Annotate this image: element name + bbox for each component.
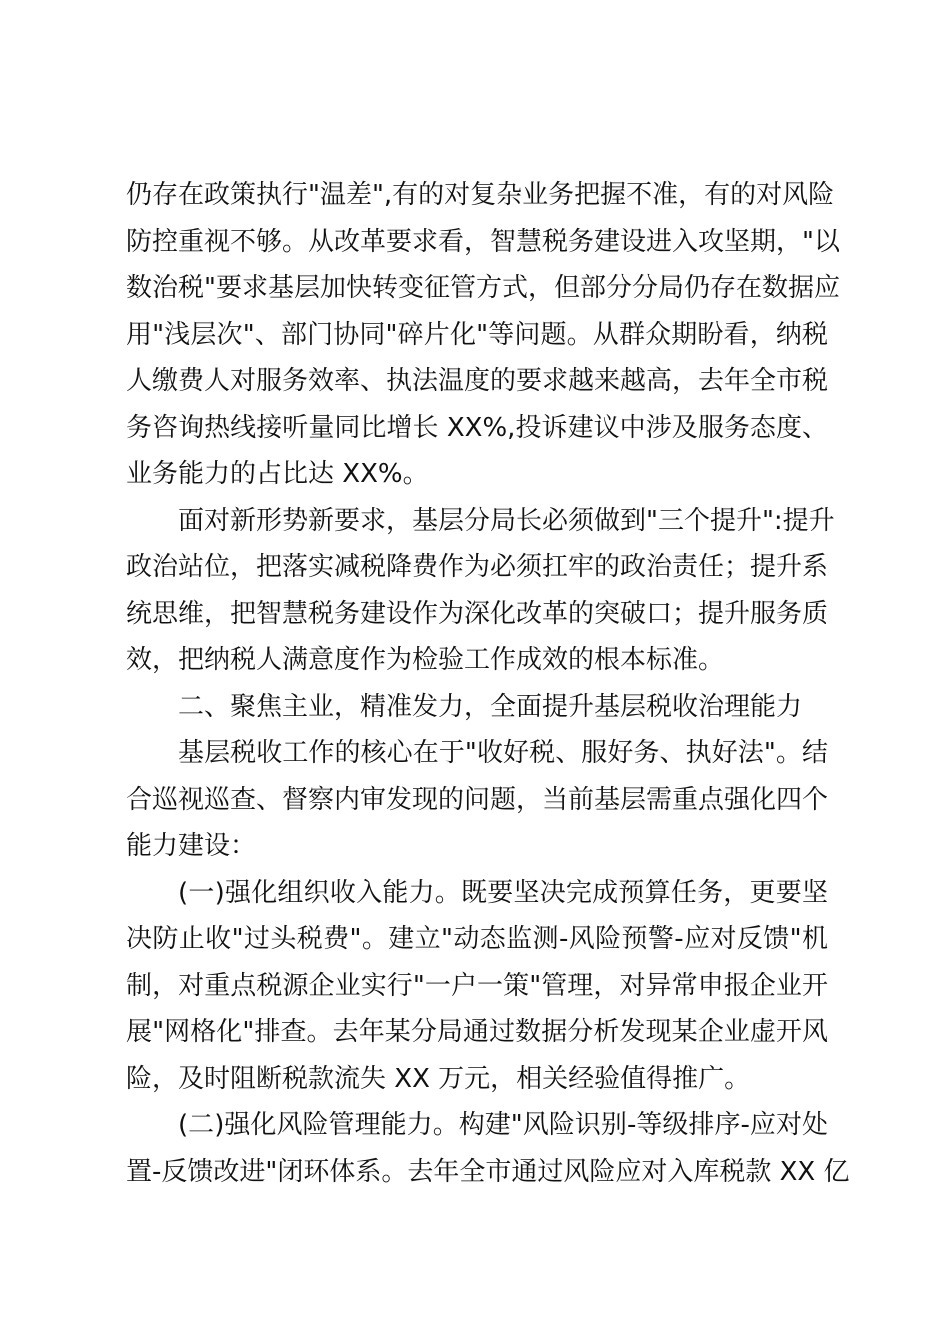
body-text [126, 172, 850, 1195]
text-line: 防控重视不够。从改革要求看，智慧税务建设进入攻坚期，"以 [126, 226, 840, 257]
text-line: 仍存在政策执行"温差",有的对复杂业务把握不准，有的对风险 [126, 180, 835, 210]
text-line: 业务能力的占比达 XX%。 [126, 459, 429, 489]
text-line: 制，对重点税源企业实行"一户一策"管理，对异常申报企业开 [126, 970, 828, 1001]
section-heading: 二、聚焦主业，精准发力，全面提升基层税收治理能力 [178, 691, 803, 722]
text-line: 决防止收"过头税费"。建立"动态监测-风险预警-应对反馈"机 [126, 924, 828, 954]
text-line: 数治税"要求基层加快转变征管方式，但部分分局仍存在数据应 [126, 273, 840, 303]
text-line: 能力建设： [126, 831, 257, 861]
text-line: 效，把纳税人满意度作为检验工作成效的根本标准。 [126, 645, 725, 675]
text-line: 务咨询热线接听量同比增长 XX%,投诉建议中涉及服务态度、 [126, 412, 828, 443]
text-line: 统思维，把智慧税务建设作为深化改革的突破口；提升服务质 [126, 598, 829, 629]
text-line: 展"网格化"排查。去年某分局通过数据分析发现某企业虚开风 [126, 1017, 828, 1047]
text-line: 置-反馈改进"闭环体系。去年全市通过风险应对入库税款 XX 亿 [126, 1156, 850, 1187]
paragraph-first-line: 基层税收工作的核心在于"收好税、服好务、执好法"。结 [178, 738, 828, 768]
text-line: 险，及时阻断税款流失 XX 万元，相关经验值得推广。 [126, 1063, 751, 1094]
paragraph-first-line: (二)强化风险管理能力。构建"风险识别-等级排序-应对处 [178, 1110, 828, 1140]
paragraph-first-line: (一)强化组织收入能力。既要坚决完成预算任务，更要坚 [178, 877, 828, 908]
text-line: 用"浅层次"、部门协同"碎片化"等问题。从群众期盼看，纳税 [126, 319, 828, 350]
text-line: 政治站位，把落实减税降费作为必须扛牢的政治责任；提升系 [126, 552, 829, 582]
paragraph-first-line: 面对新形势新要求，基层分局长必须做到"三个提升":提升 [178, 505, 835, 536]
text-line: 合巡视巡查、督察内审发现的问题，当前基层需重点强化四个 [126, 784, 829, 815]
text-line: 人缴费人对服务效率、执法温度的要求越来越高，去年全市税 [126, 366, 829, 396]
